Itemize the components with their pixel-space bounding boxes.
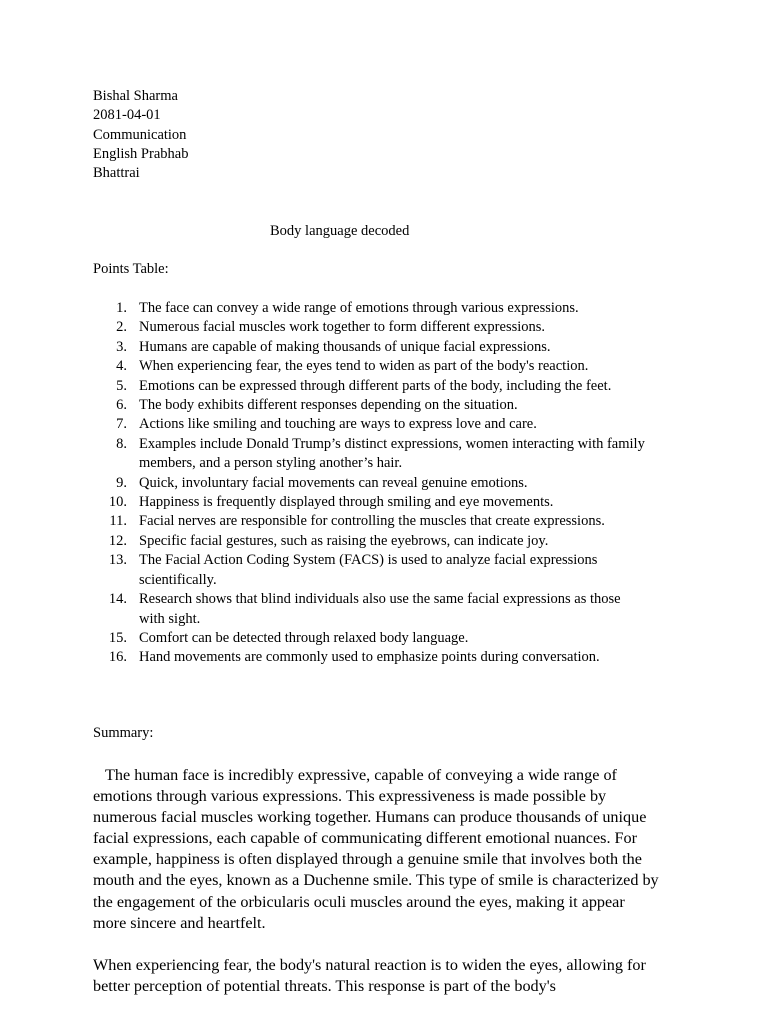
list-item-number: 5. — [116, 377, 127, 394]
list-item-number: 8. — [116, 435, 127, 452]
list-item-text: The face can convey a wide range of emotions through various expressions. — [139, 300, 579, 316]
document-date: 2081-04-01 — [93, 107, 161, 124]
list-item — [93, 629, 693, 648]
teacher-name-line2: Bhattrai — [93, 165, 140, 182]
list-item-number: 16. — [108, 649, 127, 666]
list-item-text: When experiencing fear, the eyes tend to widen as part of the body's reaction. — [139, 358, 589, 375]
list-item-text: Hand movements are commonly used to emphasize points during conversation. — [139, 649, 600, 666]
summary-body — [93, 765, 661, 1018]
document-header — [93, 87, 188, 183]
list-item-number: 15. — [108, 629, 127, 646]
list-item-text: Comfort can be detected through relaxed body language. — [139, 629, 469, 646]
list-item-number: 10. — [108, 494, 127, 511]
list-item-text: Emotions can be expressed through different parts of the body, including the feet. — [139, 377, 612, 394]
list-item — [93, 493, 693, 512]
list-item — [93, 299, 693, 318]
list-item-number: 13. — [108, 552, 127, 569]
list-item-number: 2. — [116, 319, 127, 336]
summary-heading: Summary: — [93, 725, 154, 741]
list-item-number: 7. — [116, 416, 127, 433]
list-item-text: Specific facial gestures, such as raising the eyebrows, can indicate joy. — [139, 532, 549, 549]
list-item — [93, 512, 693, 531]
list-item-text: Actions like smiling and touching are ways to express love and care. — [139, 416, 537, 433]
list-item — [93, 377, 693, 396]
list-item-number: 14. — [108, 591, 127, 608]
list-item-text: Humans are capable of making thousands of unique facial expressions. — [139, 338, 551, 355]
list-item-number: 1. — [116, 300, 127, 316]
list-item — [93, 532, 693, 551]
list-item — [93, 551, 693, 590]
list-item-text: The Facial Action Coding System (FACS) is used to analyze facial expressions scientifically. — [139, 552, 598, 588]
teacher-name-line1: English Prabhab — [93, 145, 189, 162]
points-table-heading: Points Table: — [93, 261, 169, 277]
list-item-text: Happiness is frequently displayed through smiling and eye movements. — [139, 494, 554, 511]
summary-paragraph-1: The human face is incredibly expressive, capable of conveying a wide range of emotions through various expressions. This expressiveness is made possible by numerous facial muscles working together. Humans can produce thousands of unique facial expressions, each capable of communicating different emotional nuances. For example, happiness is often displayed through a genuine smile that involves both the mouth and the eyes, known as a Duchenne smile. This type of smile is characterized by the engagement of the orbicularis oculi muscles around the eyes, making it appear more sincere and heartfelt. — [93, 766, 659, 932]
list-item — [93, 474, 693, 493]
list-item-text: Quick, involuntary facial movements can reveal genuine emotions. — [139, 474, 528, 491]
author-name: Bishal Sharma — [93, 88, 178, 104]
points-list — [93, 299, 693, 668]
subject-name: Communication — [93, 126, 187, 143]
list-item — [93, 590, 693, 629]
list-item-text: The body exhibits different responses depending on the situation. — [139, 397, 518, 414]
list-item-number: 3. — [116, 338, 127, 355]
list-item — [93, 396, 693, 415]
list-item-text: Facial nerves are responsible for controlling the muscles that create expressions. — [139, 513, 605, 530]
list-item-number: 12. — [108, 532, 127, 549]
list-item-number: 4. — [116, 358, 127, 375]
list-item-number: 11. — [109, 513, 127, 530]
list-item — [93, 435, 693, 474]
list-item-number: 6. — [116, 397, 127, 414]
list-item-text: Research shows that blind individuals also use the same facial expressions as those with sight. — [139, 591, 621, 627]
list-item — [93, 415, 693, 434]
list-item — [93, 338, 693, 357]
list-item-number: 9. — [116, 474, 127, 491]
list-item — [93, 648, 693, 667]
document-title: Body language decoded — [270, 223, 410, 239]
list-item — [93, 357, 693, 376]
list-item — [93, 318, 693, 337]
list-item-text: Numerous facial muscles work together to form different expressions. — [139, 319, 546, 336]
list-item-text: Examples include Donald Trump’s distinct expressions, women interacting with family members, and a person styling another’s hair. — [139, 435, 645, 472]
summary-paragraph-2: When experiencing fear, the body's natural reaction is to widen the eyes, allowing for better perception of potential threats. This response is part of the body's — [93, 955, 646, 995]
